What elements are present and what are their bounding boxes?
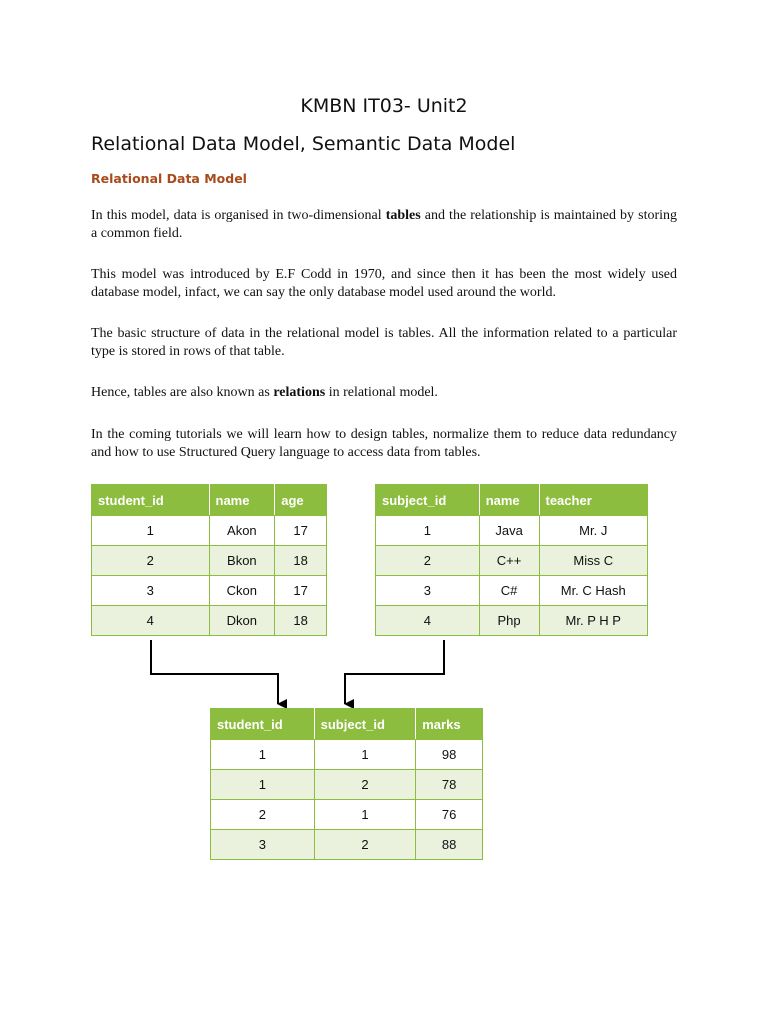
table-cell: 2 (314, 770, 416, 800)
table-row (92, 516, 327, 546)
column-header: name (479, 485, 539, 516)
table-row (211, 800, 483, 830)
table-row (376, 606, 648, 636)
table-row (211, 770, 483, 800)
table-cell: 78 (416, 770, 483, 800)
students-table (91, 484, 327, 636)
table-cell: 17 (275, 576, 327, 606)
table-cell: C++ (479, 546, 539, 576)
table-cell: Php (479, 606, 539, 636)
table-cell: 3 (211, 830, 315, 860)
table-cell: 1 (211, 770, 315, 800)
table-cell: 76 (416, 800, 483, 830)
paragraph-text: and the relationship is maintained by storing a common field. (91, 208, 678, 241)
column-header: marks (416, 709, 483, 740)
table-cell: 3 (376, 576, 480, 606)
table-row (376, 546, 648, 576)
table-cell: Akon (209, 516, 275, 546)
table-cell: 18 (275, 546, 327, 576)
table-cell: 1 (314, 800, 416, 830)
paragraph-relations (91, 384, 677, 402)
bold-term-tables: tables (385, 208, 421, 223)
arrow-student-to-marks (151, 640, 278, 704)
table-cell: 1 (92, 516, 210, 546)
paragraph-structure: The basic structure of data in the relational model is tables. All the information related to a particular type is stored in rows of that table. (91, 326, 677, 359)
column-header: age (275, 485, 327, 516)
table-cell: 98 (416, 740, 483, 770)
table-row (211, 740, 483, 770)
table-cell: 4 (92, 606, 210, 636)
table-cell: 17 (275, 516, 327, 546)
table-row (211, 830, 483, 860)
paragraph-text: Hence, tables are also known as (91, 385, 274, 400)
bold-term-relations: relations (273, 385, 326, 400)
table-cell: 18 (275, 606, 327, 636)
table-cell: Mr. C Hash (539, 576, 648, 606)
main-title: Relational Data Model, Semantic Data Model (91, 133, 516, 155)
table-cell: 1 (314, 740, 416, 770)
table-cell: 3 (92, 576, 210, 606)
subjects-table (375, 484, 648, 636)
table-cell: 1 (211, 740, 315, 770)
table-cell: 2 (211, 800, 315, 830)
table-row (92, 576, 327, 606)
table-cell: 2 (92, 546, 210, 576)
table-cell: 1 (376, 516, 480, 546)
table-header-row (211, 709, 483, 740)
paragraph-tutorials: In the coming tutorials we will learn how to design tables, normalize them to reduce data redundancy and how to use Structured Query language to access data from tables. (91, 427, 677, 460)
table-row (376, 576, 648, 606)
table-row (92, 546, 327, 576)
column-header: subject_id (314, 709, 416, 740)
column-header: subject_id (376, 485, 480, 516)
table-cell: 2 (376, 546, 480, 576)
paragraph-text: in relational model. (325, 385, 438, 400)
table-cell: Ckon (209, 576, 275, 606)
column-header: student_id (92, 485, 210, 516)
table-row (92, 606, 327, 636)
paragraph-codd: This model was introduced by E.F Codd in 1970, and since then it has been the most widely used database model, infact, we can say the only database model used around the world. (91, 267, 677, 300)
section-heading: Relational Data Model (91, 171, 247, 186)
table-cell: 88 (416, 830, 483, 860)
arrow-subject-to-marks (345, 640, 444, 704)
unit-title: KMBN IT03- Unit2 (300, 95, 468, 117)
marks-table (210, 708, 483, 860)
table-cell: Dkon (209, 606, 275, 636)
table-header-row (92, 485, 327, 516)
table-cell: Mr. P H P (539, 606, 648, 636)
table-cell: 2 (314, 830, 416, 860)
table-cell: 4 (376, 606, 480, 636)
table-row (376, 516, 648, 546)
column-header: teacher (539, 485, 648, 516)
table-header-row (376, 485, 648, 516)
table-cell: Mr. J (539, 516, 648, 546)
table-cell: Bkon (209, 546, 275, 576)
table-cell: Miss C (539, 546, 648, 576)
paragraph-text: In this model, data is organised in two-dimensional (91, 208, 386, 223)
column-header: student_id (211, 709, 315, 740)
paragraph-tables (91, 207, 677, 243)
table-cell: C# (479, 576, 539, 606)
column-header: name (209, 485, 275, 516)
table-cell: Java (479, 516, 539, 546)
